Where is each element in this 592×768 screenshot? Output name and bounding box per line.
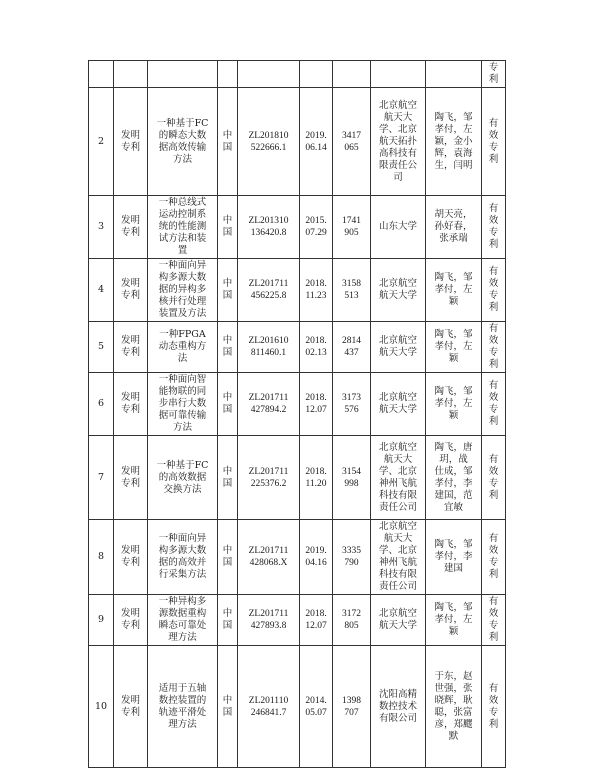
patent-type: 发明 专利 [120,129,140,153]
patent-type-cell [114,373,148,436]
certificate-number-cell [333,259,371,322]
patent-name: 一种基于FC 的高效数据 交换方法 [156,459,209,495]
country: 中 国 [222,465,233,489]
patent-name [148,73,217,75]
row-number: 5 [97,341,105,352]
patent-number-cell [238,373,300,436]
patent-name: 适用于五轴 数控装置的 轨迹平滑处 理方法 [158,682,207,730]
country-cell [218,436,238,520]
grant-date: 2015. 07.29 [305,216,327,238]
row-number-cell [89,373,114,436]
row-number-cell [89,88,114,196]
patent-type-cell [114,595,148,646]
patent-status: 有 效 专 利 [488,266,499,313]
certificate-number-cell [333,520,371,595]
patent-number: ZL201110 246841.7 [248,695,289,718]
grant-date-cell [300,646,333,768]
country: 中 国 [222,545,233,568]
patent-name: 一种面向异 构多源大数 据的异构多 核并行处理 装置及方法 [158,260,207,319]
patent-name-cell [148,373,218,436]
grant-date-cell [300,322,333,373]
patent-status-cell [482,595,506,646]
patent-holder-cell [371,322,426,373]
grant-date: 2018. 11.23 [305,279,327,301]
patent-number: ZL201711 427893.8 [248,609,289,631]
certificate-number-cell [333,646,371,768]
grant-date: 2018. 12.07 [305,609,327,631]
country: 中 国 [222,392,233,415]
patent-type [114,73,147,75]
patent-holder [371,73,425,75]
patent-holder: 北京航空 航天大学 [378,335,417,358]
country: 中 国 [222,608,233,631]
country: 中 国 [222,694,233,718]
certificate-number: 3417 065 [342,130,361,153]
certificate-number: 3154 998 [342,466,361,489]
patent-name-cell [148,196,218,259]
patent-type-cell [114,646,148,768]
inventors: 于东，赵 世强，张 晓辉，耿 聪，张富 彦，郑飂 默 [434,670,473,742]
patent-type: 发明 专利 [120,215,140,238]
patent-type-cell [114,520,148,595]
certificate-number-cell [333,88,371,196]
patent-name: 一种面向智 能物联的同 步串行大数 据可靠传输 方法 [158,374,207,433]
patent-type: 发明 专利 [120,278,140,301]
country-cell [218,595,238,646]
country: 中 国 [222,335,233,358]
certificate-number-cell [333,196,371,259]
row-number: 2 [97,135,105,147]
grant-date-cell [300,61,333,88]
patent-name-cell [148,88,218,196]
patent-type: 发明 专利 [120,392,140,415]
grant-date: 2018. 11.20 [305,466,327,489]
patent-type: 发明 专利 [120,545,140,568]
inventors: 陶飞，邹 孝付，左 颖 [434,329,473,364]
patent-status: 有 效 专 利 [488,380,499,427]
patent-status-cell [482,436,506,520]
inventors-cell [426,259,482,322]
table-row [89,88,506,196]
patent-holder: 北京航空 航天大学 [378,392,417,415]
row-number-cell [89,61,114,88]
patent-name: 一种异构多 源数据重构 瞬态可靠处 理方法 [158,596,207,643]
inventors-cell [426,88,482,196]
patent-name-cell [148,646,218,768]
patent-number-cell [238,88,300,196]
grant-date: 2018. 02.13 [305,336,327,358]
certificate-number-cell [333,322,371,373]
patent-number: ZL201810 522666.1 [248,130,289,153]
patent-number: ZL201711 427894.2 [248,393,289,415]
patent-name-cell [148,259,218,322]
inventors: 胡天亮， 孙好春， 张承瑞 [434,209,473,244]
patent-number [238,73,299,75]
table-row [89,436,506,520]
patent-holder-cell [371,373,426,436]
patent-number-cell [238,61,300,88]
inventors: 陶飞，邹 孝付，左 颖 [434,272,473,307]
patent-status: 专 利 [488,62,499,85]
row-number-cell [89,436,114,520]
patent-name-cell [148,61,218,88]
country-cell [218,373,238,436]
patent-holder: 北京航空 航天大 学、北京 神州飞航 科技有限 责任公司 [378,521,417,592]
grant-date: 2014. 05.07 [305,695,327,718]
patent-holder-cell [371,88,426,196]
patent-holder-cell [371,646,426,768]
certificate-number-cell [333,373,371,436]
country-cell [218,61,238,88]
patent-name: 一种总线式 运动控制系 统的性能测 试方法和装 置 [158,197,207,256]
patent-status: 有 效 专 利 [488,596,499,643]
country-cell [218,88,238,196]
grant-date-cell [300,196,333,259]
patent-type-cell [114,322,148,373]
table-row [89,595,506,646]
patent-status-cell [482,646,506,768]
row-number: 10 [94,700,108,712]
certificate-number-cell [333,436,371,520]
patent-status-cell [482,196,506,259]
grant-date: 2019. 06.14 [305,130,327,153]
patent-holder-cell [371,61,426,88]
patent-holder: 北京航空 航天大学 [378,608,417,631]
country-cell [218,520,238,595]
patent-table [88,60,506,768]
patent-name: 一种基于FC 的瞬态大数 据高效传输 方法 [156,117,209,165]
row-number-cell [89,196,114,259]
patent-holder-cell [371,259,426,322]
patent-status-cell [482,520,506,595]
certificate-number: 3173 576 [342,393,361,415]
patent-holder-cell [371,595,426,646]
table-row [89,322,506,373]
grant-date-cell [300,88,333,196]
patent-status: 有 效 专 利 [488,682,499,730]
inventors: 陶飞，邹 孝付，左 颖，金小 辉，袁海 生，闫明 [434,111,473,171]
grant-date-cell [300,520,333,595]
patent-type-cell [114,61,148,88]
patent-number-cell [238,259,300,322]
table-row [89,196,506,259]
row-number-cell [89,595,114,646]
row-number: 3 [97,221,105,232]
patent-status: 有 效 专 利 [488,203,499,250]
inventors-cell [426,373,482,436]
inventors-cell [426,61,482,88]
certificate-number: 3158 513 [342,279,361,301]
patent-status-cell [482,61,506,88]
patent-number: ZL201610 811460.1 [248,336,289,358]
patent-holder: 北京航空 航天大 学、北京 神州飞航 科技有限 责任公司 [378,441,417,513]
row-number-cell [89,322,114,373]
patent-status-cell [482,322,506,373]
grant-date-cell [300,436,333,520]
grant-date: 2018. 12.07 [305,393,327,415]
patent-number: ZL201711 225376.2 [248,466,289,489]
patent-name: 一种FPGA 动态重构方 法 [158,329,207,364]
patent-holder-cell [371,436,426,520]
patent-holder: 沈阳高精 数控技术 有限公司 [378,688,417,724]
patent-number-cell [238,595,300,646]
country-cell [218,646,238,768]
country: 中 国 [222,215,233,238]
patent-name-cell [148,436,218,520]
table-row [89,520,506,595]
inventors: 陶飞，邹 孝付，左 颖 [434,386,473,421]
country-cell [218,196,238,259]
patent-name-cell [148,595,218,646]
row-number-cell [89,646,114,768]
certificate-number [333,73,370,75]
patent-status-cell [482,373,506,436]
inventors-cell [426,322,482,373]
row-number: 6 [97,398,105,409]
patent-status: 有 效 专 利 [488,453,499,501]
patent-type: 发明 专利 [120,335,140,358]
country: 中 国 [222,278,233,301]
patent-number: ZL201711 428068.X [248,546,289,568]
patent-type-cell [114,259,148,322]
row-number-cell [89,520,114,595]
patent-status: 有 效 专 利 [488,533,499,580]
table-row [89,646,506,768]
patent-type: 发明 专利 [120,465,140,489]
row-number-cell [89,259,114,322]
patent-number-cell [238,646,300,768]
patent-number-cell [238,520,300,595]
grant-date-cell [300,259,333,322]
patent-holder-cell [371,520,426,595]
patent-type-cell [114,196,148,259]
certificate-number-cell [333,61,371,88]
table-row [89,373,506,436]
table-row [89,61,506,88]
inventors-cell [426,196,482,259]
certificate-number: 3172 805 [342,609,361,631]
row-number: 8 [97,551,105,562]
row-number: 7 [97,471,105,483]
patent-status-cell [482,88,506,196]
patent-number: ZL201711 456225.8 [248,279,289,301]
country-cell [218,259,238,322]
inventors-cell [426,520,482,595]
row-number: 9 [97,614,105,625]
inventors [426,73,481,75]
patent-number-cell [238,436,300,520]
patent-status: 有 效 专 利 [488,117,499,165]
patent-name-cell [148,322,218,373]
patent-holder: 北京航空 航天大学 [378,278,417,301]
certificate-number: 2814 437 [342,336,361,358]
inventors: 陶飞，邹 孝付，李 建国 [434,539,473,574]
certificate-number: 1741 905 [342,216,361,238]
grant-date [300,73,332,75]
inventors-cell [426,646,482,768]
row-number: 4 [97,284,105,295]
patent-holder: 山东大学 [378,221,417,232]
row-number [89,73,113,75]
inventors-cell [426,436,482,520]
country: 中 国 [222,129,233,153]
patent-holder-cell [371,196,426,259]
patent-status-cell [482,259,506,322]
patent-number-cell [238,322,300,373]
country-cell [218,322,238,373]
patent-number: ZL201310 136420.8 [248,216,289,238]
grant-date: 2019. 04.16 [305,546,327,568]
patent-type: 发明 专利 [120,608,140,631]
grant-date-cell [300,373,333,436]
inventors: 陶飞，唐 玥，战 仕成，邹 孝付，李 建国，范 宜敏 [434,441,473,513]
patent-number-cell [238,196,300,259]
country [218,73,237,75]
patent-type-cell [114,436,148,520]
patent-name: 一种面向异 构多源大数 据的高效并 行采集方法 [158,533,207,580]
certificate-number: 1398 707 [342,695,361,718]
patent-type: 发明 专利 [120,694,140,718]
patent-status: 有 效 专 利 [488,323,499,370]
patent-holder: 北京航空 航天大 学、北京 航天拓扑 高科技有 限责任公 司 [378,99,417,183]
table-row [89,259,506,322]
certificate-number-cell [333,595,371,646]
patent-table-body [89,61,506,768]
grant-date-cell [300,595,333,646]
inventors: 陶飞，邹 孝付，左 颖 [434,602,473,637]
patent-name-cell [148,520,218,595]
inventors-cell [426,595,482,646]
patent-type-cell [114,88,148,196]
certificate-number: 3335 790 [342,546,361,568]
